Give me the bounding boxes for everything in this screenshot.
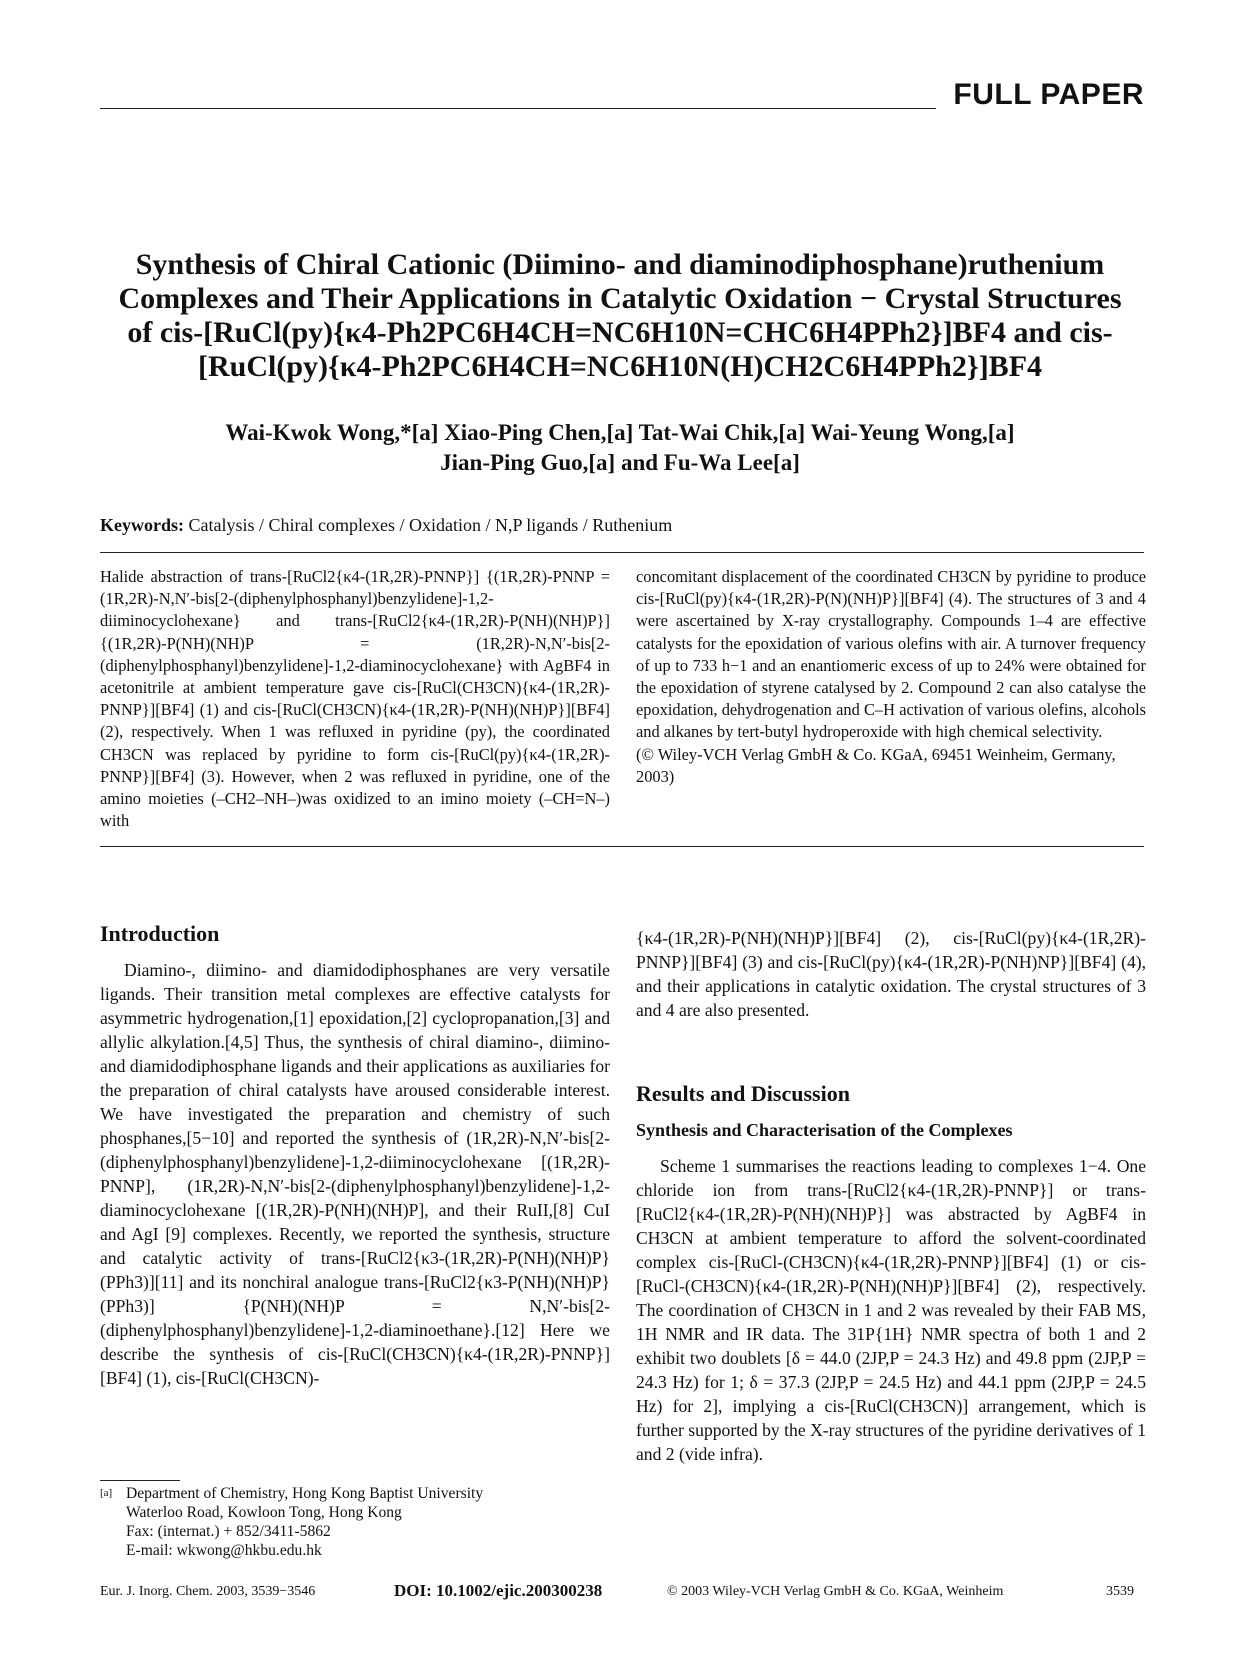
footer-doi[interactable]: DOI: 10.1002/ejic.200300238 bbox=[394, 1581, 603, 1600]
intro-heading: Introduction bbox=[100, 921, 220, 946]
author-line: Jian-Ping Guo,[a] and Fu-Wa Lee[a] bbox=[440, 450, 800, 475]
abstract-left-column bbox=[100, 566, 610, 832]
left-column bbox=[100, 922, 610, 1390]
footnote-line: Waterloo Road, Kowloon Tong, Hong Kong bbox=[126, 1504, 402, 1521]
title-line: [RuCl(py){κ4-Ph2PC6H4CH=NC6H10N(H)CH2C6H4PPh2}]BF4 bbox=[197, 350, 1043, 383]
results-heading: Results and Discussion bbox=[636, 1081, 850, 1106]
header-label: FULL PAPER bbox=[953, 78, 1144, 111]
author-line: Wai-Kwok Wong,*[a] Xiao-Ping Chen,[a] Tat-Wai Chik,[a] Wai-Yeung Wong,[a] bbox=[225, 420, 1015, 445]
title-line: Complexes and Their Applications in Catalytic Oxidation − Crystal Structures bbox=[118, 282, 1122, 315]
footnote-line: Department of Chemistry, Hong Kong Baptist University bbox=[126, 1485, 484, 1502]
keywords bbox=[100, 515, 672, 536]
abstract-copyright: (© Wiley-VCH Verlag GmbH & Co. KGaA, 69451 Weinheim, Germany, 2003) bbox=[636, 744, 1116, 786]
paper-title bbox=[96, 248, 1144, 384]
abstract-top-rule bbox=[100, 552, 1144, 553]
footer-copyright: © 2003 Wiley-VCH Verlag GmbH & Co. KGaA, Weinheim bbox=[667, 1584, 1004, 1599]
right-column bbox=[636, 926, 1146, 1466]
title-line: of cis-[RuCl(py){κ4-Ph2PC6H4CH=NC6H10N=CHC6H4PPh2}]BF4 and cis- bbox=[127, 316, 1113, 349]
footnote-line: Fax: (internat.) + 852/3411-5862 bbox=[126, 1523, 331, 1540]
abstract-text: Halide abstraction of trans-[RuCl2{κ4-(1R,2R)-PNNP}] {(1R,2R)-PNNP = (1R,2R)-N,N′-bis[2-(diphenylphosphanyl)benzylidene]-1,2-diiminocyclohexane} and trans-[RuCl2{κ4-(1R,2R)-P(NH)(NH)P}] {(1R,2R)-P(NH)(NH)P = (1R,2R)-N,N′-bis[2-(diphenylphosphanyl)benzylidene]-1,2-diaminocyclohexane} with AgBF4 in acetonitrile at ambient temperature gave cis-[RuCl(CH3CN){κ4-(1R,2R)-PNNP}][BF4] (1) and cis-[RuCl(CH3CN){κ4-(1R,2R)-P(NH)(NH)P}][BF4] (2), respectively. When 1 was refluxed in pyridine (py), the coordinated CH3CN was replaced by pyridine to form cis-[RuCl(py){κ4-(1R,2R)-PNNP}][BF4] (3). However, when 2 was refluxed in pyridine, one of the amino moieties (–CH2–NH–)was oxidized to an imino moiety (–CH=N–) with bbox=[100, 567, 610, 831]
footer-journal: Eur. J. Inorg. Chem. 2003, 3539−3546 bbox=[100, 1584, 316, 1599]
abstract-right-column bbox=[636, 566, 1146, 788]
footnote-line: E-mail: wkwong@hkbu.edu.hk bbox=[126, 1542, 322, 1559]
footnote-rule bbox=[100, 1480, 180, 1481]
keywords-text: Catalysis / Chiral complexes / Oxidation / N,P ligands / Ruthenium bbox=[188, 515, 673, 535]
header-rule bbox=[100, 108, 936, 109]
keywords-label: Keywords: bbox=[100, 515, 184, 535]
results-subheading: Synthesis and Characterisation of the Complexes bbox=[636, 1120, 1013, 1140]
abstract-text: concomitant displacement of the coordinated CH3CN by pyridine to produce cis-[RuCl(py){κ4-(1R,2R)-P(N)(NH)P}][BF4] (4). The structures of 3 and 4 were ascertained by X-ray crystallography. Compounds 1–4 are effective catalysts for the epoxidation of various olefins with air. A turnover frequency of up to 733 h−1 and an enantiomeric excess of up to 24% were obtained for the epoxidation of styrene catalysed by 2. Compound 2 can also catalyse the epoxidation, dehydrogenation and C–H activation of various olefins, alcohols and alkanes by tert-butyl hydroperoxide with high chemical selectivity. bbox=[636, 567, 1146, 742]
page-number: 3539 bbox=[1106, 1584, 1134, 1599]
footnote-mark: [a] bbox=[100, 1487, 113, 1499]
intro-continued: {κ4-(1R,2R)-P(NH)(NH)P}][BF4] (2), cis-[RuCl(py){κ4-(1R,2R)-PNNP}][BF4] (3) and cis-[RuCl(py){κ4-(1R,2R)-P(NH)NP}][BF4] (4), and their applications in catalytic oxidation. The crystal structures of 3 and 4 are also presented. bbox=[636, 928, 1146, 1020]
author-list bbox=[96, 418, 1144, 478]
abstract-bottom-rule bbox=[100, 846, 1144, 847]
intro-body: Diamino-, diimino- and diamidodiphosphanes are very versatile ligands. Their transition metal complexes are effective catalysts for asymmetric hydrogenation,[1] epoxidation,[2] cyclopropanation,[3] and allylic alkylation.[4,5] Thus, the synthesis of chiral diamino-, diimino- and diamidodiphosphane ligands and their applications as auxiliaries for the preparation of chiral catalysts have aroused considerable interest. We have investigated the preparation and chemistry of such phosphanes,[5−10] and reported the synthesis of (1R,2R)-N,N′-bis[2-(diphenylphosphanyl)benzylidene]-1,2-diiminocyclohexane [(1R,2R)-PNNP], (1R,2R)-N,N′-bis[2-(diphenylphosphanyl)benzylidene]-1,2-diaminocyclohexane [(1R,2R)-P(NH)(NH)P], and their RuII,[8] CuI and AgI [9] complexes. Recently, we reported the synthesis, structure and catalytic activity of trans-[RuCl2{κ3-(1R,2R)-P(NH)(NH)P}(PPh3)][11] and its nonchiral analogue trans-[RuCl2{κ3-P(NH)(NH)P}(PPh3)] {P(NH)(NH)P = N,N′-bis[2-(diphenylphosphanyl)benzylidene]-1,2-diaminoethane}.[12] Here we describe the synthesis of cis-[RuCl(CH3CN){κ4-(1R,2R)-PNNP}][BF4] (1), cis-[RuCl(CH3CN)- bbox=[100, 960, 610, 1388]
results-body: Scheme 1 summarises the reactions leading to complexes 1−4. One chloride ion from trans-[RuCl2{κ4-(1R,2R)-PNNP}] or trans-[RuCl2{κ4-(1R,2R)-P(NH)(NH)P}] was abstracted by AgBF4 in CH3CN at ambient temperature to afford the solvent-coordinated complex cis-[RuCl-(CH3CN){κ4-(1R,2R)-PNNP}][BF4] (1) or cis-[RuCl-(CH3CN){κ4-(1R,2R)-P(NH)(NH)P}][BF4] (2), respectively. The coordination of CH3CN in 1 and 2 was revealed by their FAB MS, 1H NMR and IR data. The 31P{1H} NMR spectra of both 1 and 2 exhibit two doublets [δ = 44.0 (2JP,P = 24.3 Hz) and 49.8 ppm (2JP,P = 24.3 Hz) for 1; δ = 37.3 (2JP,P = 24.5 Hz) and 44.1 ppm (2JP,P = 24.5 Hz) for 2], implying a cis-[RuCl(CH3CN)] arrangement, which is further supported by the X-ray structures of the pyridine derivatives of 1 and 2 (vide infra). bbox=[636, 1156, 1146, 1464]
affiliation-footnote bbox=[100, 1484, 610, 1559]
title-line: Synthesis of Chiral Cationic (Diimino- and diaminodiphosphane)ruthenium bbox=[135, 248, 1105, 281]
